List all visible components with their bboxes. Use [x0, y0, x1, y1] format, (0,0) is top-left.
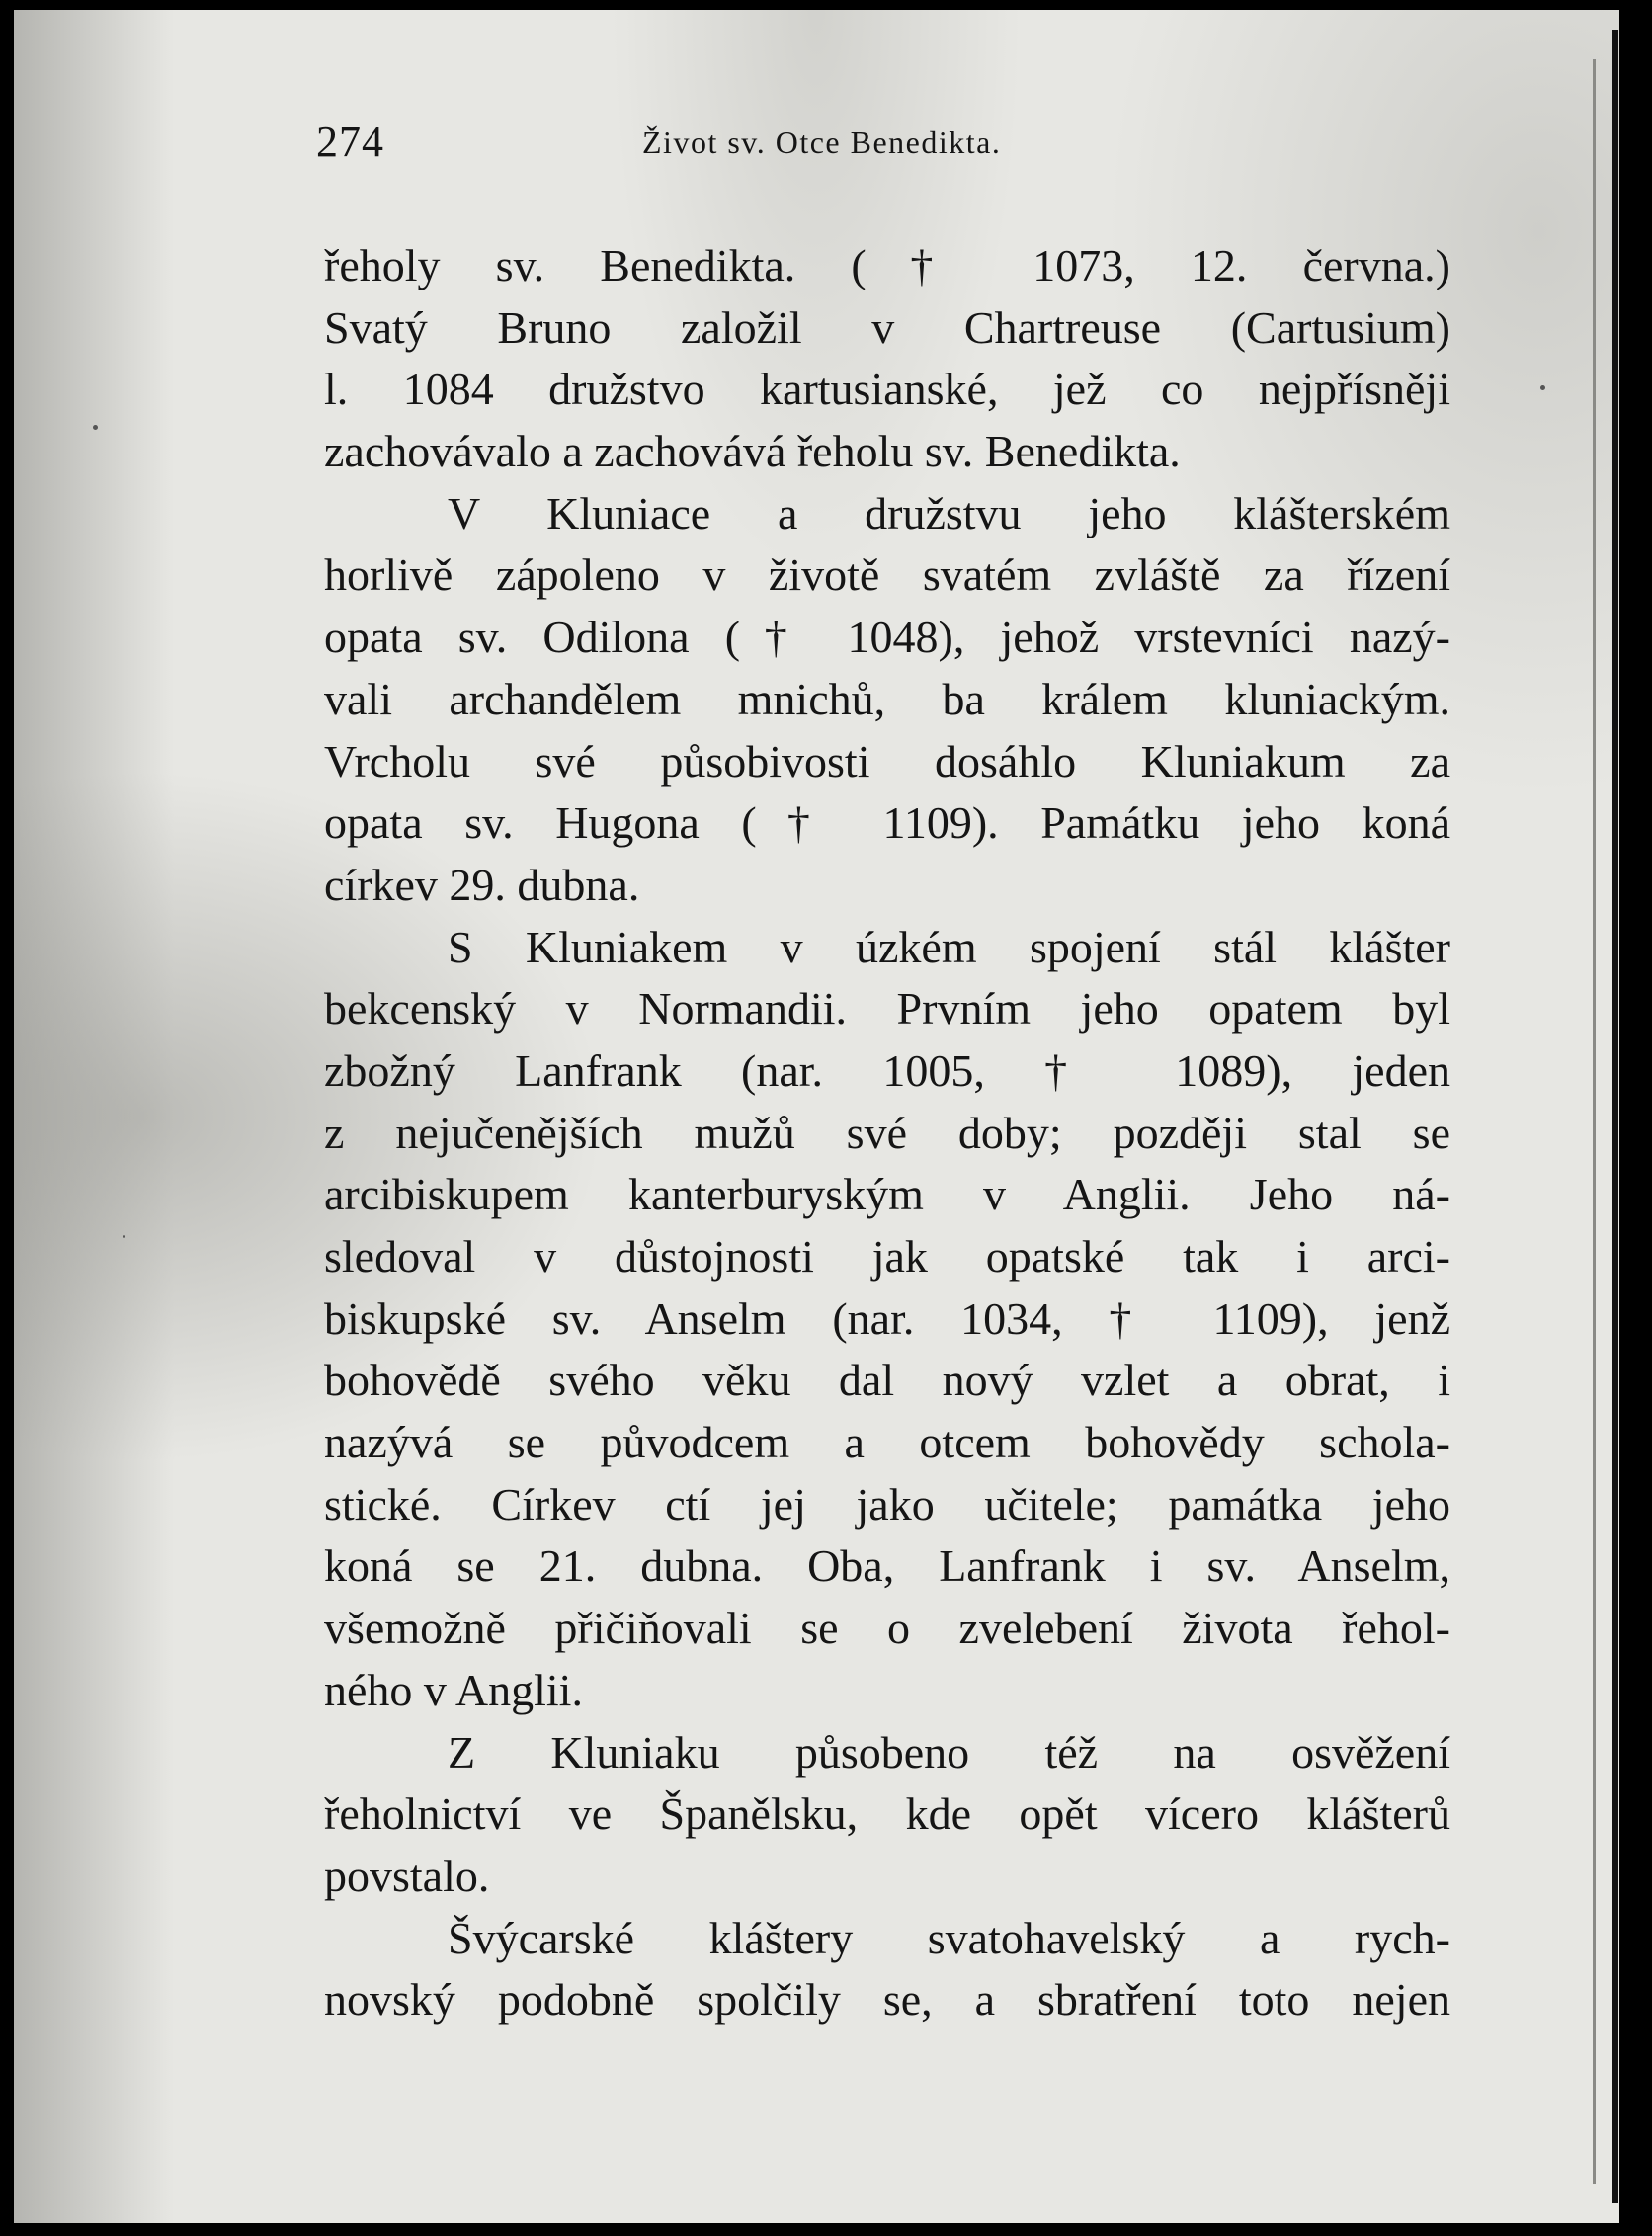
page-edge: [1612, 30, 1618, 2203]
text-line: stické. Církev ctí jej jako učitele; památka jeho: [324, 1478, 1450, 1530]
text-line: Vrcholu své působivosti dosáhlo Kluniakum za: [324, 735, 1450, 787]
text-line: sledoval v důstojnosti jak opatské tak i arci-: [324, 1231, 1450, 1282]
text-line: Z Kluniaku působeno též na osvěžení: [448, 1726, 1450, 1778]
page-edge-shadow: [1593, 59, 1596, 2184]
page-number: 274: [316, 118, 384, 166]
text-line: Švýcarské kláštery svatohavelský a rych-: [448, 1912, 1450, 1963]
text-line: nazývá se původcem a otcem bohovědy schola-: [324, 1417, 1450, 1468]
text-line: opata sv. Odilona († 1048), jehož vrstevníci nazý-: [324, 612, 1450, 663]
text-line: bohovědě svého věku dal nový vzlet a obrat, i: [324, 1355, 1450, 1406]
text-line: arcibiskupem kanterburyským v Anglii. Jeho ná-: [324, 1169, 1450, 1220]
scan-speck: [93, 425, 98, 430]
text-line: koná se 21. dubna. Oba, Lanfrank i sv. Anselm,: [324, 1540, 1450, 1592]
text-line: zbožný Lanfrank (nar. 1005, † 1089), jeden: [324, 1044, 1450, 1096]
page-header: [316, 117, 1443, 176]
text-line: opata sv. Hugona († 1109). Památku jeho koná: [324, 797, 1450, 849]
text-line: vali archandělem mnichů, ba králem kluniackým.: [324, 673, 1450, 724]
text-line: S Kluniakem v úzkém spojení stál klášter: [448, 921, 1450, 972]
text-line: bekcenský v Normandii. Prvním jeho opatem byl: [324, 983, 1450, 1035]
text-line: povstalo.: [324, 1850, 490, 1901]
text-line: ného v Anglii.: [324, 1664, 583, 1715]
scan-speck: [1540, 385, 1545, 390]
text-line: horlivě zápoleno v životě svatém zvláště za řízení: [324, 549, 1450, 601]
running-title: Život sv. Otce Benedikta.: [642, 124, 1002, 160]
scan-speck: [123, 1235, 125, 1238]
text-line: z nejučenějších mužů své doby; později stal se: [324, 1107, 1450, 1158]
text-line: řeholy sv. Benedikta. († 1073, 12. června.): [324, 240, 1450, 290]
text-line: církev 29. dubna.: [324, 859, 640, 910]
body-text: [324, 235, 1450, 2031]
text-line: l. 1084 družstvo kartusianské, jež co nejpřísněji: [324, 364, 1450, 415]
text-line: řeholnictví ve Španělsku, kde opět vícero klášterů: [324, 1788, 1450, 1840]
text-line: Svatý Bruno založil v Chartreuse (Cartusium): [324, 301, 1450, 353]
text-line: zachovávalo a zachovává řeholu sv. Benedikta.: [324, 426, 1181, 477]
text-line: všemožně přičiňovali se o zvelebení života řehol-: [324, 1603, 1450, 1654]
text-line: novský podobně spolčily se, a sbratření toto nejen: [324, 1974, 1450, 2026]
text-line: biskupské sv. Anselm (nar. 1034, † 1109), jenž: [324, 1292, 1450, 1344]
text-line: V Kluniace a družstvu jeho klášterském: [448, 487, 1450, 538]
